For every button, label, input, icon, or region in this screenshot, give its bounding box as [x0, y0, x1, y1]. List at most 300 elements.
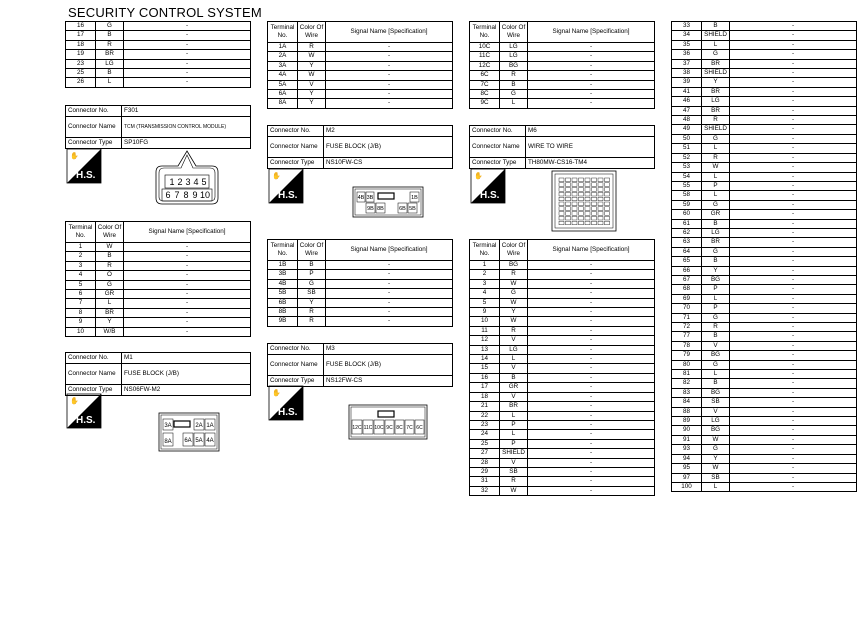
wire-color: L [702, 40, 730, 49]
terminal-no: 46 [672, 97, 702, 106]
connector-cavity [585, 207, 590, 211]
table-row [672, 266, 857, 275]
terminal-no: 5 [66, 280, 96, 289]
connector-info-m1 [65, 352, 251, 396]
terminal-no: 9C [470, 99, 500, 108]
connector-type-value: NS06FW-M2 [122, 385, 251, 396]
table-row [672, 210, 857, 219]
signal-name: - [730, 426, 857, 435]
table-row [672, 22, 857, 31]
svg-text:9C: 9C [386, 425, 393, 431]
terminal-no: 22 [470, 411, 500, 420]
terminal-no: 26 [66, 78, 96, 87]
table-row [672, 191, 857, 200]
table-row [470, 326, 655, 335]
terminal-no: 25 [470, 439, 500, 448]
table-row [470, 364, 655, 373]
table-row [672, 69, 857, 78]
signal-name: - [124, 290, 251, 299]
terminal-no: 37 [672, 59, 702, 68]
signal-name: - [528, 80, 655, 89]
wire-color: BG [500, 261, 528, 270]
table-row [470, 486, 655, 495]
signal-name: - [730, 275, 857, 284]
table-row [672, 50, 857, 59]
table-row [470, 99, 655, 108]
table-row [672, 351, 857, 360]
signal-name: - [730, 247, 857, 256]
terminal-no: 17 [470, 383, 500, 392]
svg-text:8A: 8A [164, 439, 172, 445]
signal-name: - [528, 279, 655, 288]
wire-color: BR [702, 59, 730, 68]
signal-name: - [528, 420, 655, 429]
signal-name: - [124, 308, 251, 317]
signal-name: - [730, 22, 857, 31]
wire-table-m3 [469, 21, 655, 109]
table-row [268, 80, 453, 89]
wire-color: W [298, 71, 326, 80]
wire-color: W [298, 52, 326, 61]
wire-color: L [500, 430, 528, 439]
table-row [66, 22, 251, 31]
signal-name: - [730, 285, 857, 294]
color-header: Color Of Wire [96, 222, 124, 243]
terminal-no: 5A [268, 80, 298, 89]
svg-text:✋: ✋ [70, 397, 79, 405]
terminal-no: 55 [672, 181, 702, 190]
svg-text:12C: 12C [352, 425, 362, 431]
signal-name: - [528, 449, 655, 458]
wire-color: R [96, 40, 124, 49]
connector-cavity [566, 188, 571, 192]
connector-face-m6 [551, 170, 617, 232]
signal-name: - [124, 69, 251, 78]
connector-cavity [585, 197, 590, 201]
table-row [268, 308, 453, 317]
connector-no-value: M2 [324, 126, 453, 137]
signal-name: - [528, 467, 655, 476]
svg-text:✋: ✋ [70, 152, 79, 160]
wire-color: B [500, 373, 528, 382]
terminal-no: 82 [672, 379, 702, 388]
svg-text:8: 8 [183, 190, 189, 200]
table-row [470, 449, 655, 458]
connector-cavity [572, 188, 577, 192]
connector-cavity [572, 178, 577, 182]
wire-color: B [702, 219, 730, 228]
connector-type-label: Connector Type [66, 385, 122, 396]
table-row [672, 238, 857, 247]
signal-name: - [528, 430, 655, 439]
connector-cavity [566, 197, 571, 201]
signal-name: - [326, 90, 453, 99]
terminal-no: 64 [672, 247, 702, 256]
signal-name: - [730, 435, 857, 444]
table-row [672, 172, 857, 181]
table-row [672, 370, 857, 379]
signal-name: - [326, 99, 453, 108]
terminal-no: 39 [672, 78, 702, 87]
terminal-no: 93 [672, 445, 702, 454]
svg-text:✋: ✋ [272, 389, 281, 397]
signal-name: - [730, 379, 857, 388]
table-row [672, 59, 857, 68]
terminal-no: 6A [268, 90, 298, 99]
signal-name: - [124, 78, 251, 87]
signal-header: Signal Name [Specification] [326, 22, 453, 43]
table-row [672, 219, 857, 228]
table-row [470, 345, 655, 354]
connector-no-label: Connector No. [66, 106, 122, 117]
wire-color: G [96, 280, 124, 289]
wire-color: Y [500, 308, 528, 317]
wire-color: P [500, 420, 528, 429]
table-row [672, 228, 857, 237]
signal-name: - [730, 210, 857, 219]
table-row [66, 308, 251, 317]
table-row [470, 270, 655, 279]
table-row [672, 78, 857, 87]
terminal-no: 35 [672, 40, 702, 49]
terminal-no: 8C [470, 90, 500, 99]
signal-name: - [528, 364, 655, 373]
connector-cavity [559, 192, 564, 196]
signal-name: - [326, 298, 453, 307]
signal-name: - [124, 22, 251, 31]
wire-color: LG [500, 52, 528, 61]
wire-color: P [702, 304, 730, 313]
wire-color: BR [702, 87, 730, 96]
wire-color: GR [500, 383, 528, 392]
wire-color: L [500, 355, 528, 364]
signal-name: - [730, 191, 857, 200]
connector-cavity [598, 188, 603, 192]
connector-cavity [566, 212, 571, 216]
terminal-no: 34 [672, 31, 702, 40]
wire-color: G [702, 445, 730, 454]
connector-no-value: F301 [122, 106, 251, 117]
hs-icon [268, 168, 304, 204]
wire-color: R [500, 326, 528, 335]
wire-color: B [702, 332, 730, 341]
connector-cavity [572, 183, 577, 187]
terminal-no: 27 [470, 449, 500, 458]
connector-cavity [579, 212, 584, 216]
signal-name: - [326, 317, 453, 326]
signal-name: - [528, 317, 655, 326]
terminal-no: 9 [470, 308, 500, 317]
terminal-no: 5 [470, 298, 500, 307]
color-header: Color Of Wire [298, 240, 326, 261]
connector-cavity [598, 202, 603, 206]
table-row [672, 40, 857, 49]
table-row [672, 398, 857, 407]
wire-color: R [500, 477, 528, 486]
wire-color: Y [96, 318, 124, 327]
signal-name: - [730, 388, 857, 397]
terminal-no: 29 [470, 467, 500, 476]
signal-name: - [528, 90, 655, 99]
terminal-no: 16 [470, 373, 500, 382]
wire-color: LG [96, 59, 124, 68]
connector-cavity [605, 192, 610, 196]
table-row [672, 464, 857, 473]
table-row [470, 61, 655, 70]
table-row [66, 59, 251, 68]
table-row [672, 200, 857, 209]
wire-color: G [702, 200, 730, 209]
table-row [66, 50, 251, 59]
terminal-no: 54 [672, 172, 702, 181]
wire-color: BR [96, 308, 124, 317]
connector-cavity [579, 192, 584, 196]
terminal-no: 100 [672, 482, 702, 491]
table-row [470, 439, 655, 448]
wire-color: P [702, 181, 730, 190]
terminal-no: 8 [66, 308, 96, 317]
table-row [672, 360, 857, 369]
wire-color: Y [702, 78, 730, 87]
wire-table-m6-continued [671, 21, 857, 492]
svg-text:2: 2 [177, 177, 183, 187]
terminal-no: 38 [672, 69, 702, 78]
terminal-no: 81 [672, 370, 702, 379]
terminal-no: 10 [66, 327, 96, 336]
table-row [470, 373, 655, 382]
connector-cavity [592, 207, 597, 211]
wire-color: SB [500, 467, 528, 476]
signal-name: - [730, 134, 857, 143]
signal-name: - [730, 454, 857, 463]
terminal-no: 49 [672, 125, 702, 134]
terminal-no: 13 [470, 345, 500, 354]
connector-cavity [592, 178, 597, 182]
svg-text:1A: 1A [206, 423, 214, 429]
wire-color: V [702, 341, 730, 350]
signal-name: - [124, 271, 251, 280]
svg-text:5B: 5B [409, 206, 416, 212]
signal-name: - [528, 289, 655, 298]
connector-no-value: M1 [122, 353, 251, 364]
connector-cavity [598, 221, 603, 225]
svg-text:9: 9 [192, 190, 198, 200]
signal-name: - [326, 270, 453, 279]
table-row [66, 243, 251, 252]
table-row [66, 290, 251, 299]
terminal-no: 2 [66, 252, 96, 261]
terminal-no: 72 [672, 323, 702, 332]
terminal-no: 6B [268, 298, 298, 307]
terminal-no: 53 [672, 163, 702, 172]
connector-cavity [605, 207, 610, 211]
table-row [268, 90, 453, 99]
table-row [672, 473, 857, 482]
signal-header: Signal Name [Specification] [326, 240, 453, 261]
connector-no-label: Connector No. [470, 126, 526, 137]
wire-color: SB [702, 473, 730, 482]
page-title: SECURITY CONTROL SYSTEM [68, 5, 262, 20]
terminal-no: 10 [470, 317, 500, 326]
connector-cavity [579, 197, 584, 201]
svg-text:9B: 9B [367, 206, 374, 212]
table-row [470, 392, 655, 401]
signal-name: - [326, 308, 453, 317]
connector-type-label: Connector Type [66, 138, 122, 149]
table-row [470, 90, 655, 99]
signal-name: - [326, 279, 453, 288]
connector-cavity [566, 183, 571, 187]
signal-name: - [730, 172, 857, 181]
signal-header: Signal Name [Specification] [124, 222, 251, 243]
wire-color: B [96, 252, 124, 261]
wire-color: L [702, 294, 730, 303]
wire-color: Y [702, 454, 730, 463]
wire-color: W [500, 486, 528, 495]
connector-name-value: TCM (TRANSMISSION CONTROL MODULE) [122, 117, 251, 138]
connector-cavity [585, 183, 590, 187]
connector-cavity [559, 202, 564, 206]
signal-name: - [124, 40, 251, 49]
svg-text:5A: 5A [195, 438, 203, 444]
terminal-no: 17 [66, 31, 96, 40]
connector-cavity [592, 192, 597, 196]
terminal-no: 91 [672, 435, 702, 444]
signal-name: - [528, 261, 655, 270]
terminal-no: 3B [268, 270, 298, 279]
svg-text:H.S.: H.S. [76, 415, 96, 426]
terminal-no: 79 [672, 351, 702, 360]
wire-color: GR [96, 290, 124, 299]
connector-cavity [598, 197, 603, 201]
signal-name: - [528, 43, 655, 52]
connector-name-label: Connector Name [268, 355, 324, 376]
connector-cavity [579, 216, 584, 220]
wire-color: Y [298, 90, 326, 99]
hs-icon [66, 393, 102, 429]
signal-name: - [528, 355, 655, 364]
terminal-header: Terminal No. [268, 22, 298, 43]
wire-color: Y [298, 61, 326, 70]
table-row [672, 31, 857, 40]
signal-name: - [730, 106, 857, 115]
terminal-no: 31 [470, 477, 500, 486]
signal-name: - [528, 71, 655, 80]
signal-name: - [528, 61, 655, 70]
wire-table-m1 [267, 21, 453, 109]
svg-text:3A: 3A [164, 423, 172, 429]
connector-cavity [605, 183, 610, 187]
signal-name: - [326, 80, 453, 89]
connector-cavity [592, 221, 597, 225]
svg-text:7: 7 [174, 190, 180, 200]
wire-color: V [298, 80, 326, 89]
connector-face-m2 [352, 186, 424, 218]
terminal-no: 6C [470, 71, 500, 80]
table-row [672, 163, 857, 172]
connector-cavity [579, 188, 584, 192]
wire-color: W/B [96, 327, 124, 336]
table-row [268, 99, 453, 108]
signal-name: - [730, 97, 857, 106]
signal-name: - [730, 313, 857, 322]
table-row [470, 71, 655, 80]
signal-name: - [124, 327, 251, 336]
table-row [470, 52, 655, 61]
terminal-no: 68 [672, 285, 702, 294]
table-row [268, 317, 453, 326]
svg-text:8C: 8C [396, 425, 403, 431]
table-row [66, 252, 251, 261]
connector-cavity [579, 202, 584, 206]
wire-color: Y [298, 99, 326, 108]
connector-type-label: Connector Type [470, 158, 526, 169]
table-row [470, 420, 655, 429]
wire-color: R [298, 317, 326, 326]
svg-text:10C: 10C [374, 425, 384, 431]
terminal-no: 47 [672, 106, 702, 115]
table-row [470, 477, 655, 486]
signal-name: - [730, 323, 857, 332]
signal-name: - [730, 59, 857, 68]
wire-color: LG [702, 417, 730, 426]
signal-name: - [730, 153, 857, 162]
wire-color: B [298, 261, 326, 270]
connector-cavity [585, 212, 590, 216]
wire-color: G [500, 90, 528, 99]
connector-cavity [559, 216, 564, 220]
connector-cavity [585, 221, 590, 225]
wire-color: R [96, 261, 124, 270]
connector-name-label: Connector Name [66, 364, 122, 385]
connector-no-label: Connector No. [268, 344, 324, 355]
wire-color: P [500, 439, 528, 448]
wire-color: R [500, 270, 528, 279]
terminal-no: 9 [66, 318, 96, 327]
connector-cavity [605, 216, 610, 220]
wire-color: SHIELD [702, 69, 730, 78]
terminal-no: 16 [66, 22, 96, 31]
table-row [268, 261, 453, 270]
table-row [672, 97, 857, 106]
svg-text:1B: 1B [411, 195, 418, 201]
connector-cavity [598, 207, 603, 211]
table-row [672, 304, 857, 313]
signal-name: - [730, 238, 857, 247]
connector-cavity [605, 178, 610, 182]
signal-name: - [124, 50, 251, 59]
terminal-no: 66 [672, 266, 702, 275]
svg-text:H.S.: H.S. [480, 190, 500, 201]
signal-name: - [528, 373, 655, 382]
color-header: Color Of Wire [298, 22, 326, 43]
wire-color: L [702, 191, 730, 200]
signal-name: - [730, 473, 857, 482]
svg-text:4B: 4B [357, 195, 365, 201]
connector-cavity [585, 188, 590, 192]
wire-color: BG [702, 275, 730, 284]
connector-cavity [598, 192, 603, 196]
terminal-no: 84 [672, 398, 702, 407]
signal-name: - [528, 458, 655, 467]
table-row [268, 52, 453, 61]
signal-name: - [124, 318, 251, 327]
signal-name: - [326, 61, 453, 70]
table-row [66, 299, 251, 308]
wire-color: R [500, 71, 528, 80]
connector-cavity [585, 216, 590, 220]
table-row [470, 355, 655, 364]
